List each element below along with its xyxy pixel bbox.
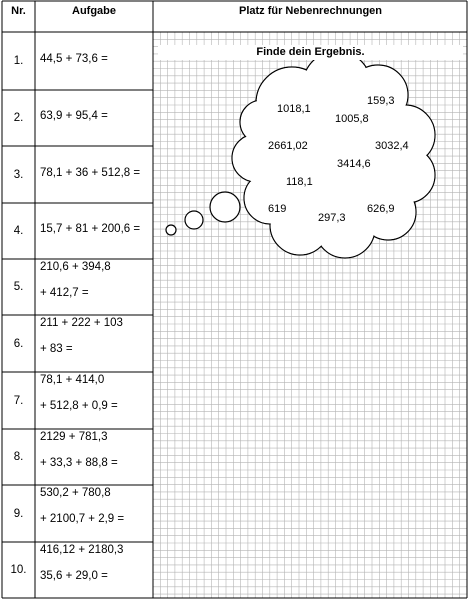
task-number: 3. [13,168,24,181]
task-line: + 412,7 = [40,287,89,299]
result-number: 619 [268,203,287,215]
task-number: 2. [13,112,24,124]
result-number: 626,9 [367,203,395,215]
task-line: + 83 = [40,343,73,355]
result-number: 118,1 [286,176,313,188]
task-line: 211 + 222 + 103 [40,317,123,329]
task-number: 7. [13,394,24,407]
task-number: 5. [13,281,24,293]
header-platz: Platz für Nebenrechnungen [238,5,383,17]
task-line: 44,5 + 73,6 = [40,53,108,65]
result-number: 297,3 [318,212,346,224]
task-line: 63,9 + 95,4 = [40,110,108,122]
task-line: + 33,3 + 88,8 = [40,457,118,469]
task-number: 10. [10,564,27,576]
task-line: 210,6 + 394,8 [40,261,111,273]
task-number: 4. [13,225,24,237]
result-number: 2661,02 [268,140,308,152]
task-line: 35,6 + 29,0 = [40,570,108,582]
result-number: 3414,6 [337,158,371,170]
task-line: + 2100,7 + 2,9 = [40,513,125,525]
task-line: 530,2 + 780,8 [40,487,111,499]
task-number: 8. [13,451,24,463]
thought-bubble-medium [185,211,203,229]
task-line: 2129 + 781,3 [40,431,108,443]
result-number: 1005,8 [335,113,369,125]
hint-label: Finde dein Ergebnis. [158,45,463,60]
thought-bubble-large [210,192,240,222]
task-line: 15,7 + 81 + 200,6 = [40,223,141,235]
result-number: 3032,4 [375,140,409,152]
task-number: 6. [13,337,24,350]
task-line: 78,1 + 36 + 512,8 = [40,166,141,179]
result-number: 1018,1 [277,103,311,115]
task-number: 9. [13,507,24,520]
task-number: 1. [13,55,24,67]
task-line: + 512,8 + 0,9 = [40,400,118,412]
result-number: 159,3 [367,95,395,107]
thought-bubble-small [166,225,176,235]
task-line: 78,1 + 414,0 [40,374,105,386]
task-line: 416,12 + 2180,3 [40,544,124,556]
header-nr: Nr. [11,5,26,17]
header-aufgabe: Aufgabe [72,5,116,17]
